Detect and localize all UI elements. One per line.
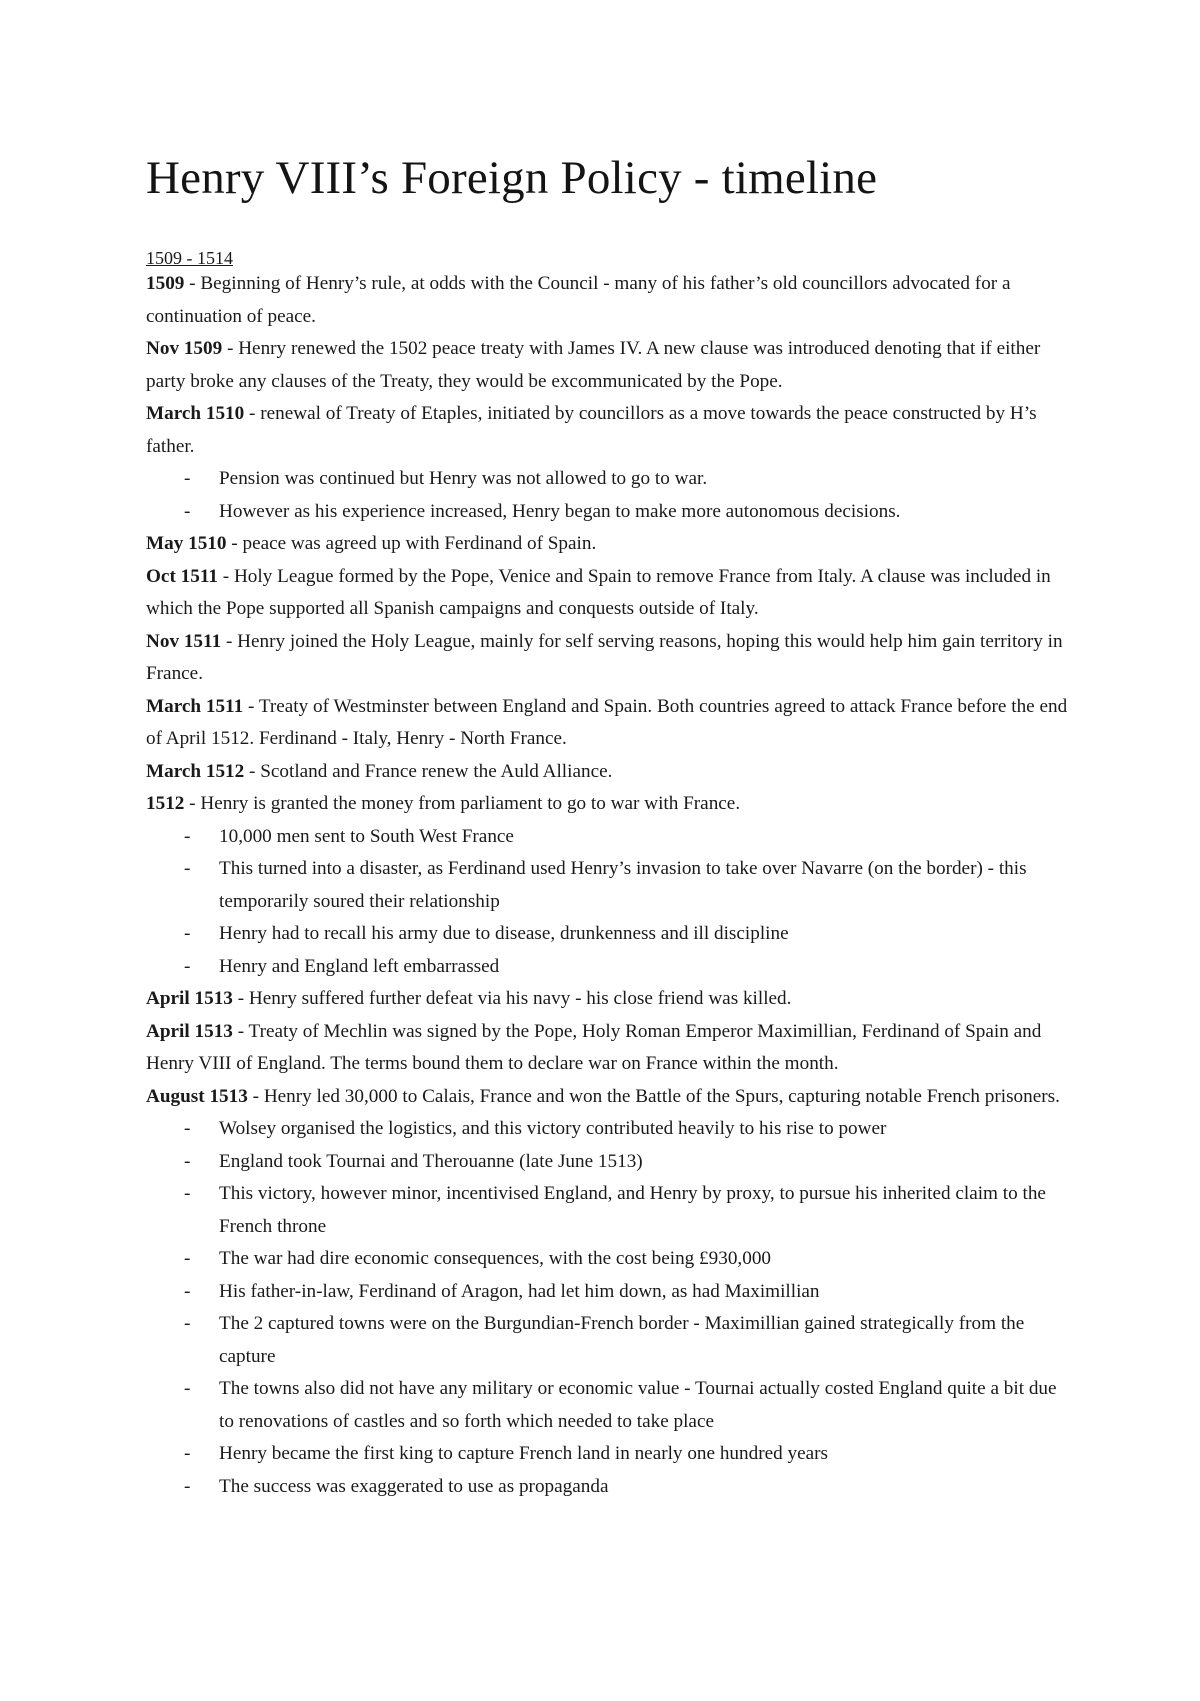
dash-bullet-icon: - [184,825,191,847]
list-item-text: England took Tournai and Therouanne (late June 1513) [219,1150,643,1172]
entry-text: Henry led 30,000 to Calais, France and won the Battle of the Spurs, capturing notable French prisoners. [263,1085,1060,1107]
list-item-text: However as his experience increased, Henry began to make more autonomous decisions. [219,500,901,522]
dash-bullet-icon: - [184,955,191,977]
dash-bullet-icon: - [184,1150,191,1172]
entry-date: March 1510 [146,403,245,424]
timeline-entry [146,561,1076,626]
entry-text: renewal of Treaty of Etaples, initiated by councillors as a move towards the peace constructed by H’s father. [146,403,1037,457]
list-item-text: This turned into a disaster, as Ferdinand used Henry’s invasion to take over Navarre (on the border) - this temporarily soured their relationship [219,858,1027,912]
timeline-entry [146,626,1076,691]
entry-date: 1509 [146,273,185,294]
sub-list [146,1113,1076,1503]
entry-separator: - [232,988,249,1009]
sub-list [146,821,1076,984]
list-item-text: Henry and England left embarrassed [219,955,500,977]
entry-separator: - [226,533,243,554]
timeline [146,268,1076,1503]
entry-text: Beginning of Henry’s rule, at odds with the Council - many of his father’s old councillors advocated for a continuation of peace. [146,273,1011,327]
list-item [184,1438,1076,1471]
list-item [184,1373,1076,1438]
sub-list [146,463,1076,528]
list-item [184,1113,1076,1146]
timeline-entry [146,983,1076,1016]
list-item-text: This victory, however minor, incentivised England, and Henry by proxy, to pursue his inherited claim to the French throne [219,1183,1046,1237]
dash-bullet-icon: - [184,858,191,879]
timeline-entry [146,333,1076,398]
list-item [184,918,1076,951]
dash-bullet-icon: - [184,1378,191,1399]
list-item-text: The towns also did not have any military or economic value - Tournai actually costed England quite a bit due to renovations of castles and so forth which needed to take place [219,1378,1057,1432]
entry-separator: - [243,695,259,717]
list-item [184,463,1076,496]
list-item-text: The 2 captured towns were on the Burgundian-French border - Maximillian gained strategically from the capture [219,1313,1025,1367]
timeline-entry [146,691,1076,756]
entry-separator: - [247,1085,264,1107]
list-item-text: 10,000 men sent to South West France [219,825,514,847]
list-item-text: Wolsey organised the logistics, and this victory contributed heavily to his rise to power [219,1118,887,1139]
dash-bullet-icon: - [184,1475,191,1497]
entry-date: May 1510 [146,533,227,554]
dash-bullet-icon: - [184,1183,191,1204]
list-item [184,853,1076,918]
dash-bullet-icon: - [184,1443,191,1464]
dash-bullet-icon: - [184,1248,191,1269]
entry-date: April 1513 [146,988,233,1009]
list-item [184,1178,1076,1243]
entry-separator: - [244,403,261,424]
list-item [184,821,1076,854]
list-item [184,1308,1076,1373]
entry-text: Scotland and France renew the Auld Alliance. [260,760,613,782]
list-item-text: Pension was continued but Henry was not allowed to go to war. [219,468,708,489]
entry-date: March 1511 [146,695,244,717]
entry-text: peace was agreed up with Ferdinand of Spain. [242,533,597,554]
dash-bullet-icon: - [184,468,191,489]
list-item [184,496,1076,529]
entry-separator: - [222,338,239,359]
timeline-entry [146,756,1076,789]
document-page [146,150,1076,1503]
entry-text: Holy League formed by the Pope, Venice and Spain to remove France from Italy. A clause was included in which the Pope supported all Spanish campaigns and conquests outside of Italy. [146,565,1051,619]
entry-date: March 1512 [146,760,245,782]
list-item [184,1471,1076,1504]
timeline-entry [146,1081,1076,1114]
entry-date: April 1513 [146,1020,233,1042]
entry-text: Henry renewed the 1502 peace treaty with James IV. A new clause was introduced denoting that if either party broke any clauses of the Treaty, they would be excommunicated by the Pope. [146,338,1041,392]
timeline-entry [146,788,1076,821]
entry-date: August 1513 [146,1085,248,1107]
entry-date: Nov 1511 [146,630,222,652]
page-title: Henry VIII’s Foreign Policy - timeline [146,152,878,204]
dash-bullet-icon: - [184,1313,191,1334]
dash-bullet-icon: - [184,923,191,944]
entry-text: Treaty of Westminster between England and Spain. Both countries agreed to attack France before the end of April 1512. Ferdinand - Italy, Henry - North France. [146,695,1068,749]
dash-bullet-icon: - [184,1118,191,1139]
entry-text: Treaty of Mechlin was signed by the Pope, Holy Roman Emperor Maximillian, Ferdinand of Spain and Henry VIII of England. The terms bound them to declare war on France within the month. [146,1020,1042,1074]
list-item-text: His father-in-law, Ferdinand of Aragon, had let him down, as had Maximillian [219,1280,820,1302]
entry-date: 1512 [146,793,185,814]
entry-separator: - [221,630,238,652]
timeline-entry [146,1016,1076,1081]
list-item [184,1276,1076,1309]
entry-separator: - [184,793,201,814]
entry-separator: - [244,760,261,782]
list-item [184,951,1076,984]
timeline-entry [146,528,1076,561]
entry-separator: - [217,565,234,587]
entry-text: Henry is granted the money from parliament to go to war with France. [200,793,741,814]
timeline-entry [146,398,1076,463]
entry-date: Nov 1509 [146,338,223,359]
list-item-text: The success was exaggerated to use as propaganda [219,1475,609,1497]
list-item-text: Henry had to recall his army due to disease, drunkenness and ill discipline [219,923,789,944]
list-item-text: Henry became the first king to capture French land in nearly one hundred years [219,1443,828,1464]
entry-separator: - [232,1020,249,1042]
list-item [184,1243,1076,1276]
entry-date: Oct 1511 [146,565,218,587]
timeline-entry [146,268,1076,333]
entry-text: Henry joined the Holy League, mainly for self serving reasons, hoping this would help him gain territory in France. [146,630,1063,684]
entry-text: Henry suffered further defeat via his navy - his close friend was killed. [248,988,792,1009]
dash-bullet-icon: - [184,1280,191,1302]
section-heading: 1509 - 1514 [146,248,233,268]
entry-separator: - [184,273,201,294]
dash-bullet-icon: - [184,500,191,522]
list-item-text: The war had dire economic consequences, with the cost being £930,000 [219,1248,772,1269]
list-item [184,1146,1076,1179]
